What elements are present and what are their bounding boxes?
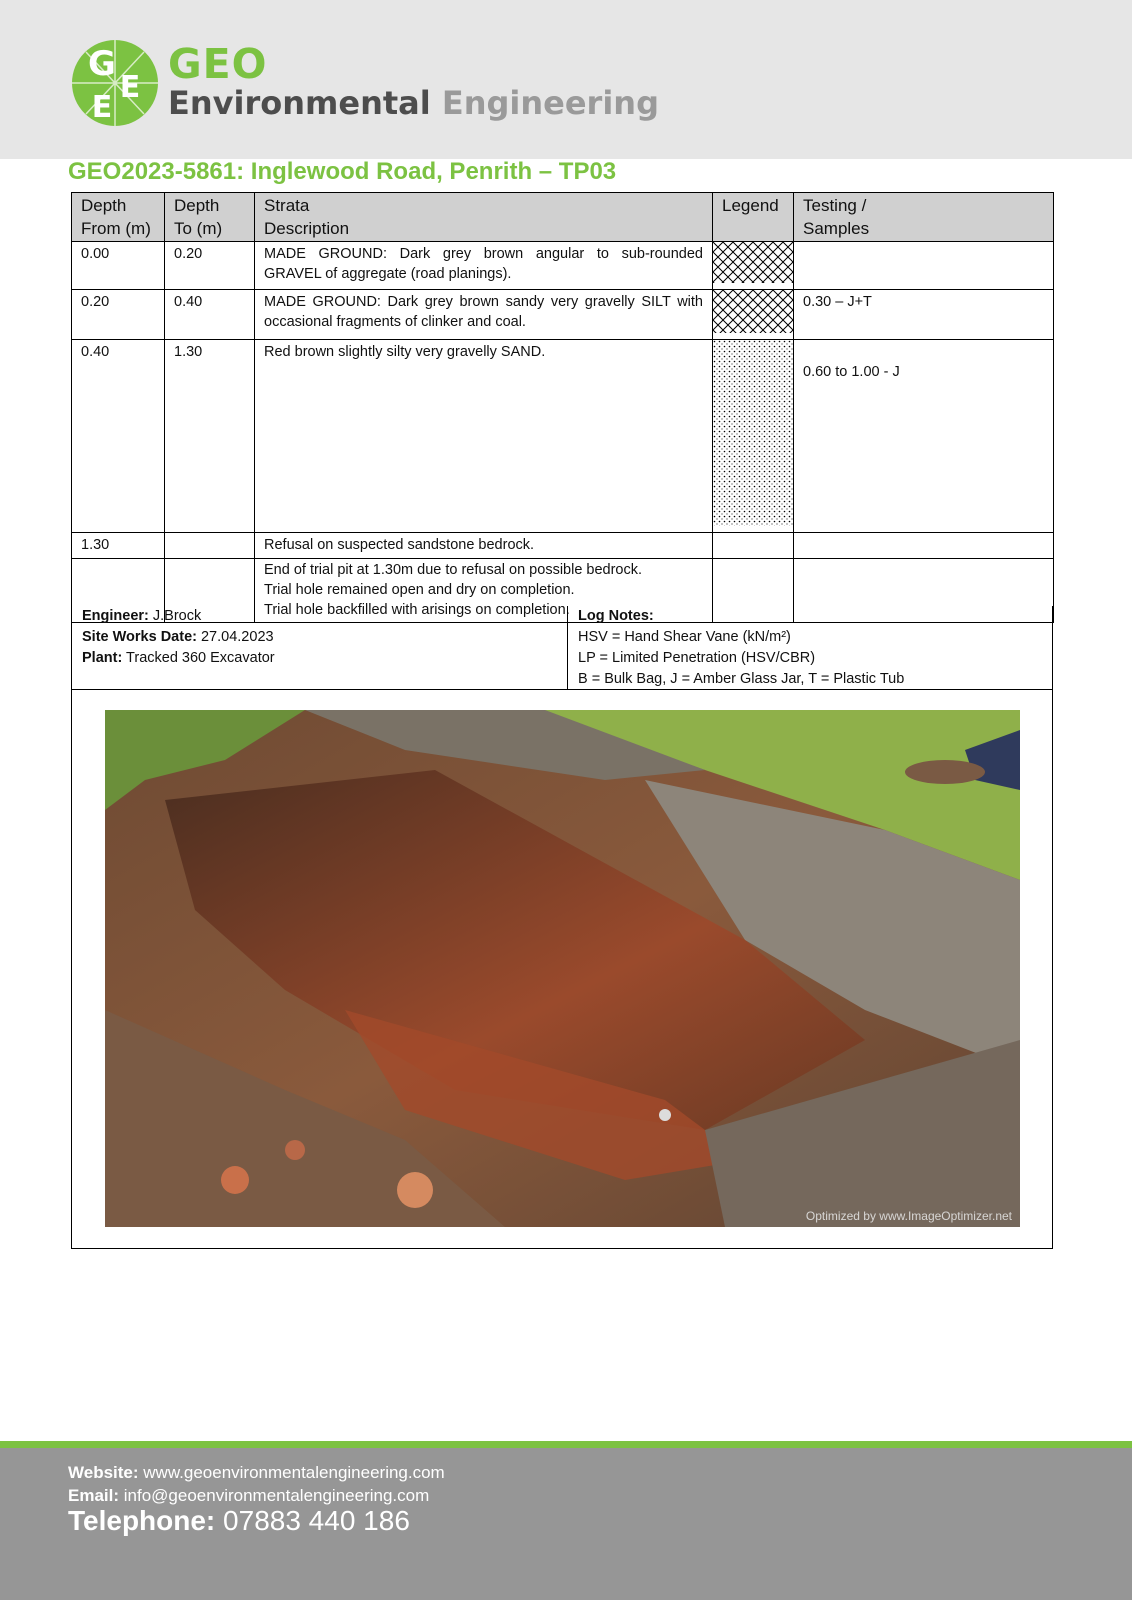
trial-pit-log-table (71, 192, 1054, 623)
log-note: B = Bulk Bag, J = Amber Glass Jar, T = Plastic Tub (578, 671, 905, 687)
header-strata: Strata Description (255, 193, 713, 242)
end-note: Trial hole remained open and dry on completion. (264, 581, 575, 598)
end-note: End of trial pit at 1.30m due to refusal on possible bedrock. (264, 561, 643, 578)
footer-email: Email: info@geoenvironmentalengineering.com (68, 1486, 430, 1505)
logo-letter-e: E (119, 70, 141, 105)
depth-to-cell: 0.20 (165, 242, 255, 290)
strata-description-cell: MADE GROUND: Dark grey brown angular to sub-rounded GRAVEL of aggregate (road planings). (255, 242, 713, 290)
photo-frame (71, 690, 1053, 1249)
logo-text-company (168, 86, 659, 121)
logo-letter-e-lower: E (91, 90, 113, 125)
strata-description-cell: MADE GROUND: Dark grey brown sandy very gravelly SILT with occasional fragments of clinker and coal. (255, 290, 713, 339)
legend-cell-empty (713, 532, 794, 558)
table-row (72, 290, 1054, 339)
log-notes-heading: Log Notes: (578, 608, 654, 624)
depth-from-cell: 1.30 (72, 532, 165, 558)
end-note: Trial hole backfilled with arisings on completion. (264, 601, 570, 618)
engineer-line: Engineer: J.Brock (82, 608, 202, 624)
depth-from-cell: 0.40 (72, 339, 165, 532)
sample-cell: 0.60 to 1.00 - J (794, 339, 1054, 532)
footer-website: Website: www.geoenvironmentalengineering.com (68, 1463, 445, 1482)
depth-to-cell: 1.30 (165, 339, 255, 532)
log-notes (567, 606, 904, 690)
table-row (72, 242, 1054, 290)
depth-from-cell: 0.00 (72, 242, 165, 290)
legend-crosshatch-pattern (713, 242, 794, 290)
depth-to-cell: 0.40 (165, 290, 255, 339)
log-info-block (71, 606, 1053, 690)
legend-crosshatch-pattern (713, 290, 794, 339)
table-header-row (72, 193, 1054, 242)
logo-word-environmental: Environmental (168, 84, 431, 122)
table-row (72, 339, 1054, 532)
header-testing: Testing / Samples (794, 193, 1054, 242)
company-logo-icon (70, 37, 160, 129)
log-note: HSV = Hand Shear Vane (kN/m²) (578, 629, 791, 645)
logo-word-engineering: Engineering (441, 84, 659, 122)
logo-text-geo: GEO (168, 40, 268, 88)
footer-accent-line (0, 1441, 1132, 1448)
legend-sand-dot-pattern (713, 339, 794, 532)
plant-line: Plant: Tracked 360 Excavator (82, 650, 275, 666)
header-depth-from: Depth From (m) (72, 193, 165, 242)
footer-telephone: Telephone: 07883 440 186 (68, 1505, 410, 1536)
sample-cell (794, 242, 1054, 290)
page-header (0, 0, 1132, 159)
depth-to-cell (165, 532, 255, 558)
sample-cell (794, 532, 1054, 558)
photo-watermark: Optimized by www.ImageOptimizer.net (805, 1209, 1012, 1223)
page-footer (0, 1448, 1132, 1600)
header-legend: Legend (713, 193, 794, 242)
site-details (82, 606, 275, 669)
log-note: LP = Limited Penetration (HSV/CBR) (578, 650, 816, 666)
logo-letter-g: G (88, 44, 116, 84)
trial-pit-photo (105, 710, 1020, 1227)
strata-description-cell: Refusal on suspected sandstone bedrock. (255, 532, 713, 558)
header-depth-to: Depth To (m) (165, 193, 255, 242)
sample-cell: 0.30 – J+T (794, 290, 1054, 339)
page-title: GEO2023-5861: Inglewood Road, Penrith – TP03 (68, 158, 617, 185)
site-works-date-line: Site Works Date: 27.04.2023 (82, 629, 274, 645)
depth-from-cell: 0.20 (72, 290, 165, 339)
strata-description-cell: Red brown slightly silty very gravelly SAND. (255, 339, 713, 532)
table-row (72, 532, 1054, 558)
